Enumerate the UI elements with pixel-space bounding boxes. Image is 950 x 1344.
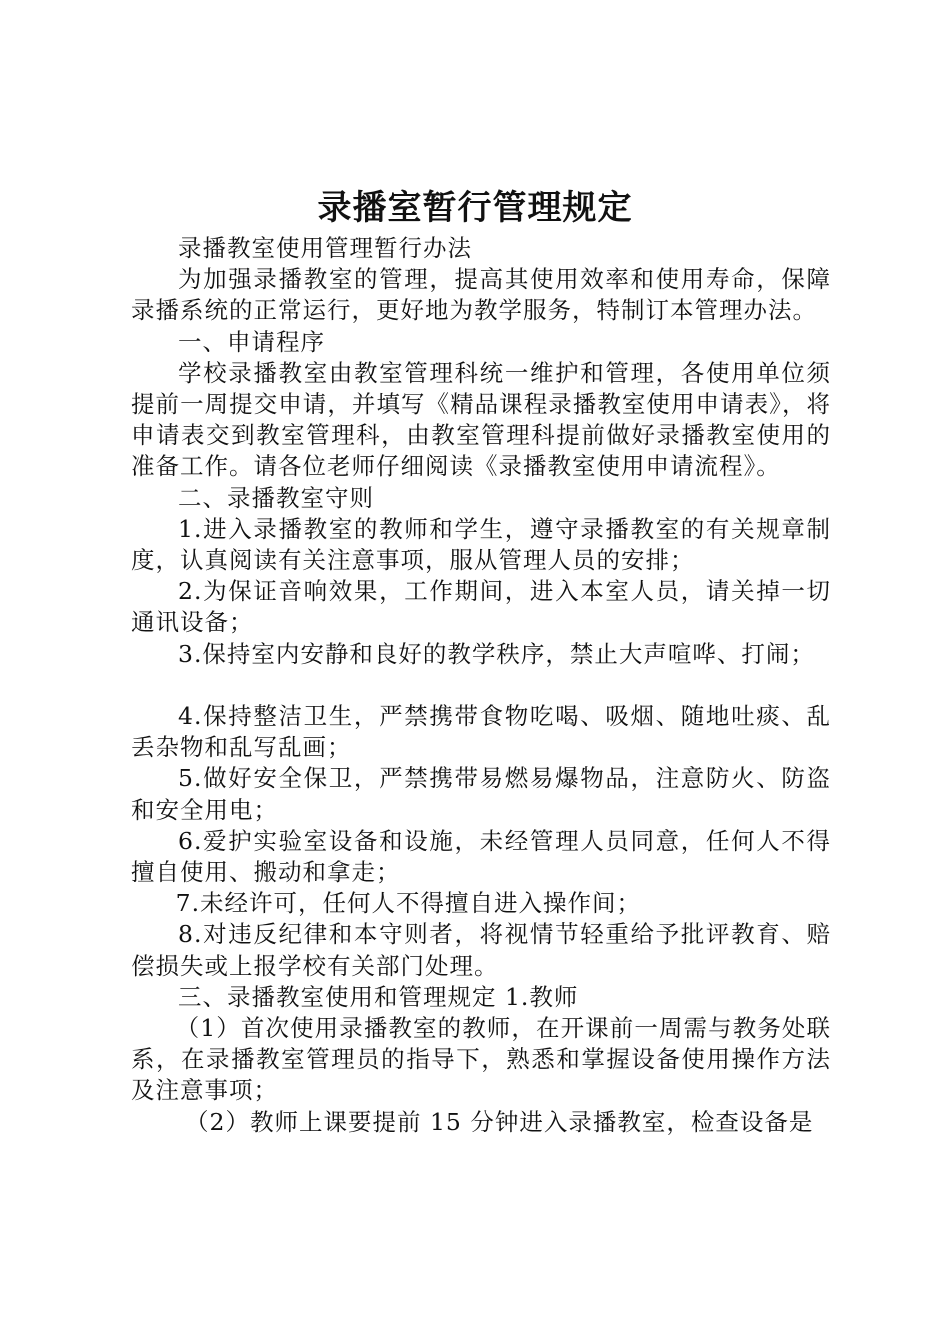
rule-item-8: 8.对违反纪律和本守则者，将视情节轻重给予批评教育、赔偿损失或上报学校有关部门处理。 [131, 920, 831, 980]
document-body [131, 233, 831, 1138]
teacher-rule-1: （1）首次使用录播教室的教师，在开课前一周需与教务处联系，在录播教室管理员的指导下，熟悉和掌握设备使用操作方法及注意事项； [131, 1014, 831, 1105]
section-heading-1: 一、申请程序 [178, 327, 325, 356]
application-paragraph: 学校录播教室由教室管理科统一维护和管理，各使用单位须提前一周提交申请，并填写《精品课程录播教室使用申请表》，将申请表交到教室管理科，由教室管理科提前做好录播教室使用的准备工作。请各位老师仔细阅读《录播教室使用申请流程》。 [131, 358, 831, 481]
subtitle-paragraph: 录播教室使用管理暂行办法 [178, 234, 472, 262]
rule-item-4: 4.保持整洁卫生，严禁携带食物吃喝、吸烟、随地吐痰、乱丢杂物和乱写乱画； [131, 702, 831, 762]
rule-item-5: 5.做好安全保卫，严禁携带易燃易爆物品，注意防火、防盗和安全用电； [131, 764, 831, 824]
rule-item-7: 7.未经许可，任何人不得擅自进入操作间； [175, 889, 642, 918]
rule-item-2: 2.为保证音响效果，工作期间，进入本室人员，请关掉一切通讯设备； [131, 577, 831, 637]
intro-paragraph: 为加强录播教室的管理，提高其使用效率和使用寿命，保障录播系统的正常运行，更好地为教学服务，特制订本管理办法。 [131, 265, 831, 325]
section-heading-2: 二、录播教室守则 [178, 483, 374, 512]
blank-line [131, 670, 831, 701]
rule-item-3: 3.保持室内安静和良好的教学秩序，禁止大声喧哗、打闹； [178, 639, 815, 668]
teacher-rule-2: （2）教师上课要提前 15 分钟进入录播教室，检查设备是 [185, 1107, 814, 1136]
rule-item-6: 6.爱护实验室设备和设施，未经管理人员同意，任何人不得擅自使用、搬动和拿走； [131, 826, 831, 887]
section-heading-3: 三、录播教室使用和管理规定 1.教师 [178, 982, 579, 1011]
rule-item-1: 1.进入录播教室的教师和学生，遵守录播教室的有关规章制度，认真阅读有关注意事项，服从管理人员的安排； [131, 514, 831, 575]
document-title: 录播室暂行管理规定 [317, 188, 633, 228]
